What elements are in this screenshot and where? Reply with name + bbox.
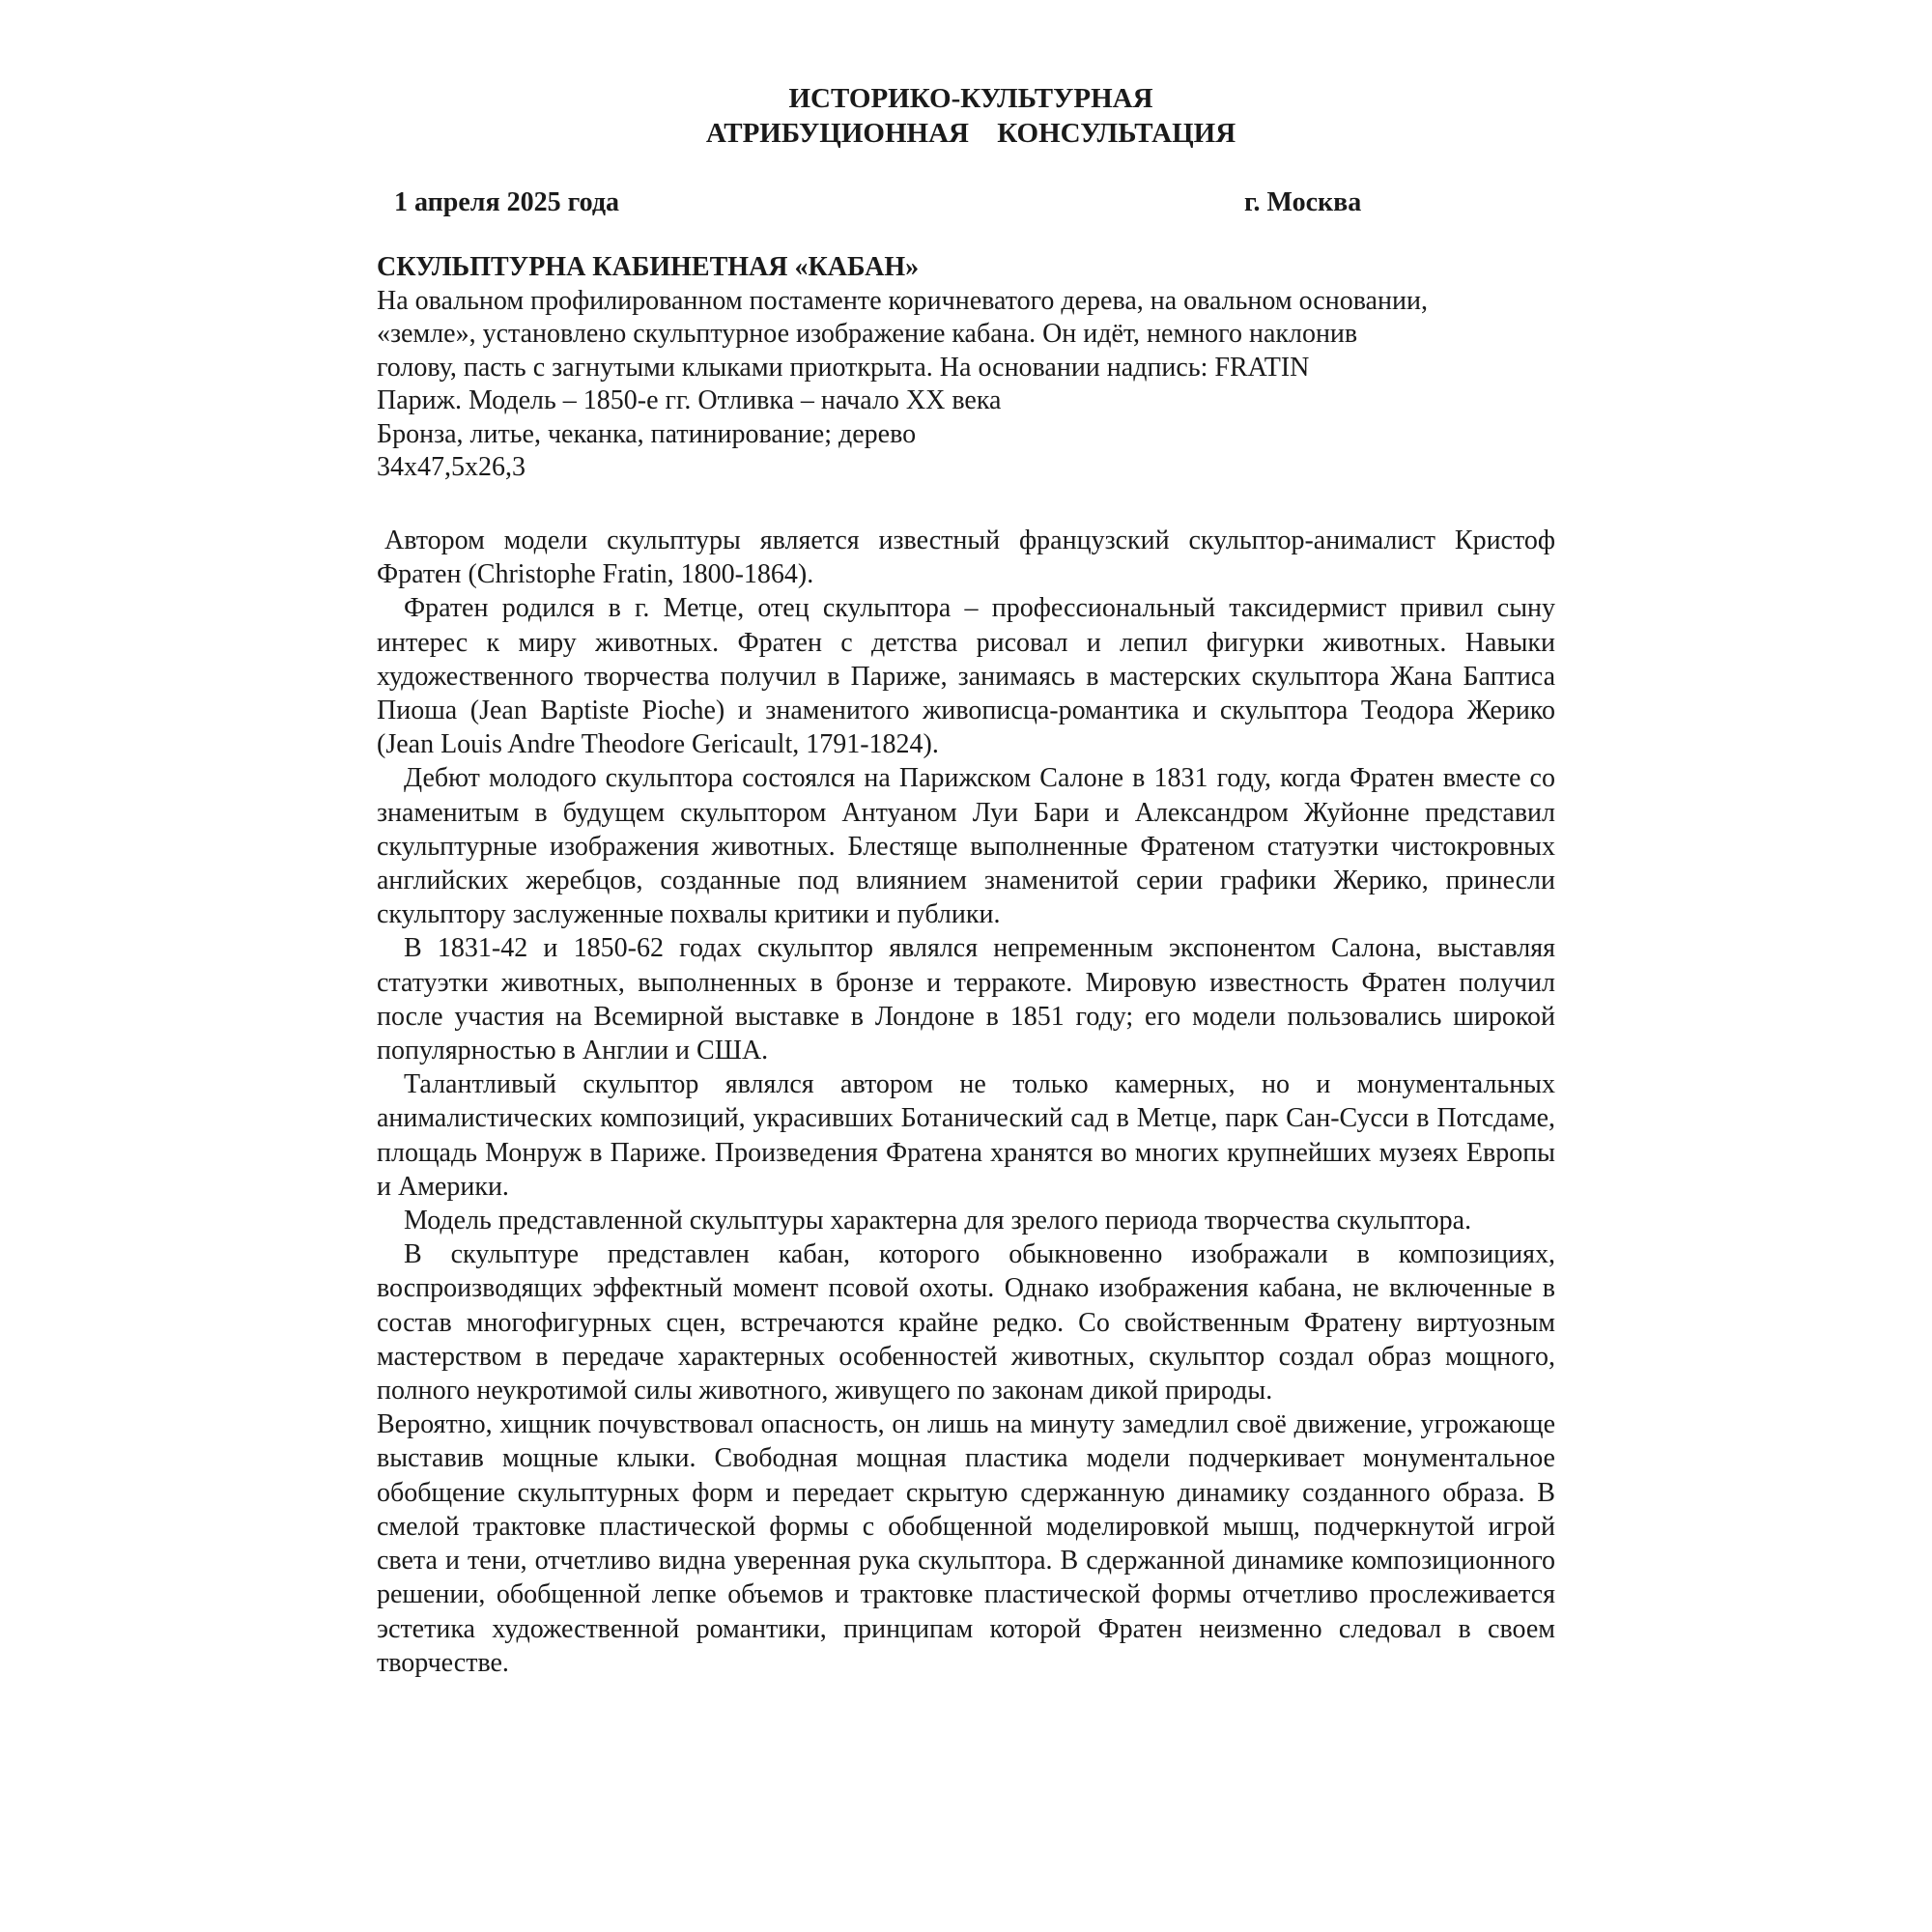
document-title-line-1: ИСТОРИКО-КУЛЬТУРНАЯ bbox=[788, 83, 1153, 114]
object-dimensions: 34х47,5х26,3 bbox=[377, 452, 526, 482]
object-line: «земле», установлено скульптурное изображение кабана. Он идёт, немного наклонив bbox=[377, 319, 1358, 349]
object-title: СКУЛЬПТУРНА КАБИНЕТНАЯ «КАБАН» bbox=[377, 252, 920, 282]
object-line: голову, пасть с загнутыми клыками приоткрыта. На основании надпись: FRATIN bbox=[377, 352, 1310, 383]
object-dating: Париж. Модель – 1850-е гг. Отливка – начало XX века bbox=[377, 385, 1002, 415]
paragraph: Модель представленной скульптуры характерна для зрелого периода творчества скульптора. bbox=[404, 1206, 1472, 1236]
object-description bbox=[377, 251, 1584, 485]
paragraph: Автором модели скульптуры является известный французский скульптор-анималист Кристоф Фратен (Christophe Fratin, 1800-1864). bbox=[377, 526, 1555, 590]
object-materials: Бронза, литье, чеканка, патинирование; дерево bbox=[377, 418, 917, 449]
paragraph: В 1831-42 и 1850-62 годах скульптор являлся непременным экспонентом Салона, выставляя статуэтки животных, выполненных в бронзе и терракоте. Мировую известность Фратен получил после участия на Всемирной выставке в Лондоне в 1851 году; его модели пользовались широкой популярностью в Англии и США. bbox=[377, 933, 1555, 1066]
document-city: г. Москва bbox=[1244, 187, 1362, 217]
paragraph: В скульптуре представлен кабан, которого обыкновенно изображали в композициях, воспроизводящих эффектный момент псовой охоты. Однако изображения кабана, не включенные в состав многофигурных сцен, встречаются крайне редко. Со свойственным Фратену виртуозным мастерством в передаче характерных особенностей животных, скульптор создал образ мощного, полного неукротимой силы животного, живущего по законам дикой природы. bbox=[377, 1239, 1555, 1406]
paragraph: Фратен родился в г. Метце, отец скульптора – профессиональный таксидермист привил сыну интерес к миру животных. Фратен с детства рисовал и лепил фигурки животных. Навыки художественного творчества получил в Париже, занимаясь в мастерских скульптора Жана Баптиса Пиоша (Jean Baptiste Pioche) и знаменитого живописца-романтика и скульптора Теодора Жерико (Jean Louis Andre Theodore Gericault, 1791-1824). bbox=[377, 593, 1555, 760]
document-title-line-2: АТРИБУЦИОННАЯ КОНСУЛЬТАЦИЯ bbox=[705, 118, 1236, 149]
object-line: На овальном профилированном постаменте коричневатого дерева, на овальном основании, bbox=[377, 285, 1428, 316]
body-text bbox=[377, 524, 1555, 1680]
paragraph: Талантливый скульптор являлся автором не только камерных, но и монументальных анималистических композиций, украсивших Ботанический сад в Метце, парк Сан-Сусси в Потсдаме, площадь Монруж в Париже. Произведения Фратена хранятся во многих крупнейших музеях Европы и Америки. bbox=[377, 1069, 1555, 1202]
paragraph: Дебют молодого скульптора состоялся на Парижском Салоне в 1831 году, когда Фратен вместе со знаменитым в будущем скульптором Антуаном Луи Бари и Александром Жуйонне представил скульптурные изображения животных. Блестяще выполненные Фратеном статуэтки чистокровных английских жеребцов, созданные под влиянием знаменитой серии графики Жерико, принесли скульптору заслуженные похвалы критики и публики. bbox=[377, 763, 1555, 930]
paragraph: Вероятно, хищник почувствовал опасность, он лишь на минуту замедлил своё движение, угрожающе выставив мощные клыки. Свободная мощная пластика модели подчеркивает монументальное обобщение скульптурных форм и передает скрытую сдержанную динамику созданного образа. В смелой трактовке пластической формы с обобщенной моделировкой мышц, подчеркнутой игрой света и тени, отчетливо видна уверенная рука скульптора. В сдержанной динамике композиционного решении, обобщенной лепке объемов и трактовке пластической формы отчетливо прослеживается эстетика художественной романтики, принципам которой Фратен неизменно следовал в своем творчестве. bbox=[377, 1409, 1555, 1678]
document-date: 1 апреля 2025 года bbox=[394, 187, 619, 217]
